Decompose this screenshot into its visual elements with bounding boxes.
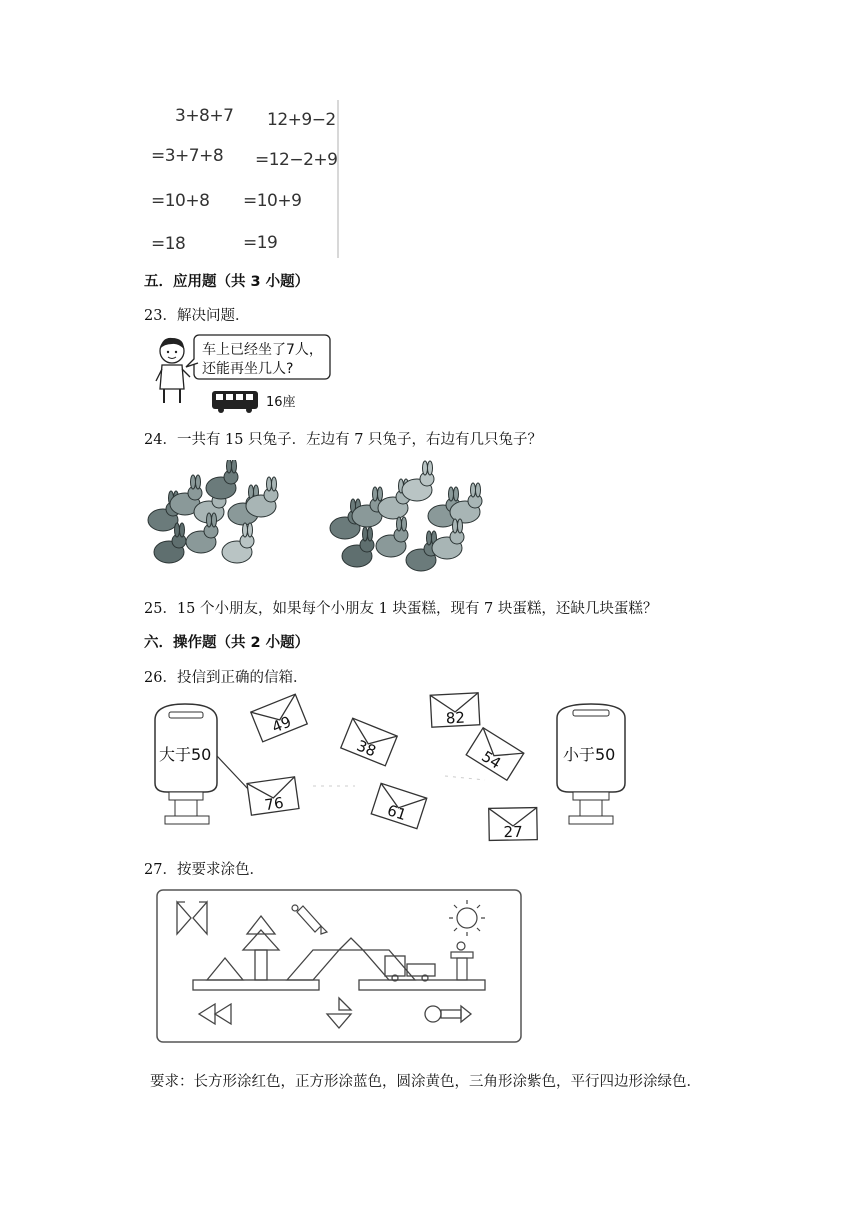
letter-number: 27 (503, 822, 523, 842)
rabbit-icon (376, 517, 408, 557)
divider (337, 100, 339, 258)
question-26-text: 26．投信到正确的信箱． (144, 670, 308, 686)
equation-line: =19 (243, 233, 278, 253)
bus-label: 16座 (266, 395, 296, 410)
letter-envelope[interactable] (489, 808, 538, 842)
rabbits-illustration (145, 460, 505, 585)
letter-number: 54 (478, 747, 505, 773)
mailbox-left-label: 大于50 (159, 745, 212, 764)
letter-envelope[interactable] (430, 693, 480, 728)
mailbox-figure (145, 688, 645, 848)
letter-envelope[interactable] (247, 777, 299, 816)
q23-figure (150, 333, 340, 415)
letter-envelope[interactable] (371, 783, 427, 828)
equation-line: =10+9 (243, 191, 302, 211)
shapes-illustration (155, 888, 525, 1048)
equations-figure (145, 100, 345, 260)
equation-line: =12−2+9 (255, 150, 338, 170)
letter-number: 38 (354, 736, 379, 761)
rabbits-figure (145, 460, 505, 585)
letter-number: 49 (269, 712, 294, 737)
boy-with-bus-illustration (150, 333, 340, 415)
letter-envelope[interactable] (466, 728, 524, 781)
letter-envelope[interactable] (341, 718, 397, 766)
rabbit-icon (222, 523, 254, 563)
letter-number: 82 (445, 708, 466, 728)
mailbox-illustration (145, 688, 645, 848)
bus-icon (212, 391, 258, 413)
mailbox-right (557, 704, 625, 824)
equation-line: 3+8+7 (175, 106, 234, 126)
equation-line: =3+7+8 (151, 146, 224, 166)
question-25-text: 25．15 个小朋友，如果每个小朋友 1 块蛋糕，现有 7 块蛋糕，还缺几块蛋糕？ (144, 601, 658, 617)
equation-line: 12+9−2 (267, 110, 336, 130)
shapes-figure (155, 888, 525, 1048)
question-27-text: 27．按要求涂色． (144, 862, 264, 878)
question-24-text: 24．一共有 15 只兔子．左边有 7 只兔子，右边有几只兔子？ (144, 432, 543, 448)
equation-line: =18 (151, 234, 186, 254)
section-heading: 五．应用题（共 3 小题） (144, 274, 310, 290)
letter-number: 76 (263, 793, 285, 815)
equation-line: =10+8 (151, 191, 210, 211)
question-23-text: 23．解决问题． (144, 308, 250, 324)
section-heading: 六．操作题（共 2 小题） (144, 635, 310, 651)
rabbit-icon (206, 460, 238, 499)
letter-number: 61 (384, 801, 409, 825)
letter-envelope[interactable] (251, 694, 307, 742)
bubble-line-2: 还能再坐几人? (202, 361, 294, 377)
mailbox-left (155, 704, 217, 824)
bubble-line-1: 车上已经坐了7人， (202, 342, 323, 358)
mailbox-right-label: 小于50 (563, 745, 616, 764)
question-27-requirement: 要求：长方形涂红色，正方形涂蓝色，圆涂黄色，三角形涂紫色，平行四边形涂绿色． (150, 1074, 701, 1090)
